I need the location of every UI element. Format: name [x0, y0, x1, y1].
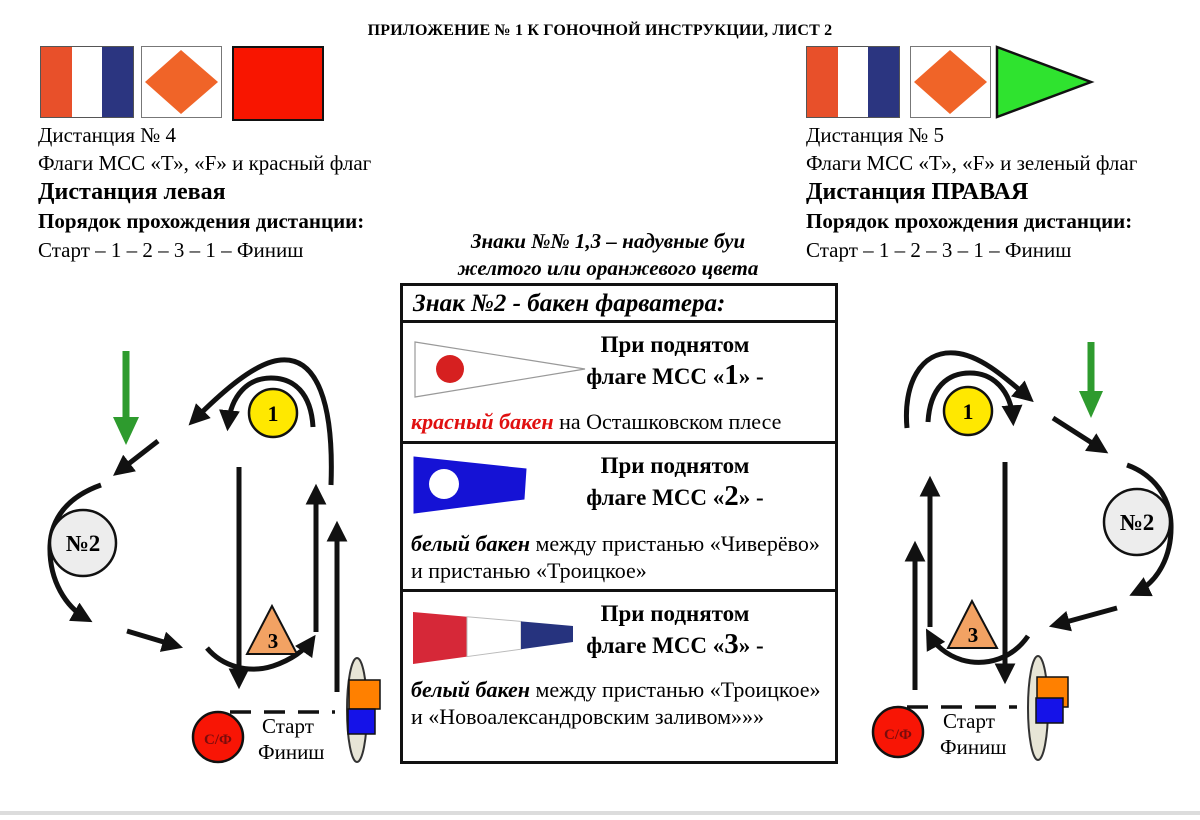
page-bottom-edge — [0, 811, 1200, 815]
boat-blue-square — [1036, 698, 1063, 723]
row1-desc-rest: на Осташковском плесе — [553, 409, 782, 434]
table-row-mcc3 — [403, 592, 835, 758]
red-flag-icon — [232, 46, 324, 121]
right-course-diagram — [845, 330, 1200, 810]
pennant2-white-circle — [429, 469, 459, 499]
boat-orange-square — [349, 680, 380, 709]
t-flag-stripe-white — [72, 47, 103, 117]
row1-desc-lead: красный бакен — [411, 409, 554, 434]
left-course-diagram — [15, 335, 395, 810]
row3-cond-line1: При поднятом — [600, 601, 750, 626]
row3-condition — [555, 598, 795, 661]
t-flag-stripe-red — [807, 47, 838, 117]
green-pennant-flag-icon — [995, 45, 1095, 120]
boat-blue-square — [348, 709, 375, 734]
row2-desc-lead: белый бакен — [411, 531, 530, 556]
mark-3 — [948, 601, 997, 648]
row1-description — [411, 408, 829, 435]
svg-text:1: 1 — [962, 399, 974, 424]
svg-text:№2: №2 — [1119, 510, 1155, 535]
row2-desc-rest: между пристанью «Чиверёво» и пристанью «Троицкое» — [411, 531, 820, 583]
row2-condition — [555, 450, 795, 513]
start-label: Старт — [943, 709, 995, 733]
table-row-mcc1 — [403, 323, 835, 444]
t-flag-stripe-white — [838, 47, 869, 117]
row1-cond-line1: При поднятом — [600, 332, 750, 357]
left-order-sequence: Старт – 1 – 2 – 3 – 1 – Финиш — [38, 238, 304, 262]
svg-text:№2: №2 — [65, 531, 101, 556]
finish-label: Финиш — [940, 735, 1007, 759]
mcc-t-flag-icon — [40, 46, 134, 118]
committee-boat-icon — [347, 658, 380, 762]
left-flags-line: Флаги МСС «Т», «F» и красный флаг — [38, 151, 372, 175]
mark2-table-header: Знак №2 - бакен фарватера: — [403, 286, 835, 323]
row2-cond-line1: При поднятом — [600, 453, 750, 478]
row1-condition — [555, 329, 795, 392]
committee-boat-icon — [1028, 656, 1068, 760]
right-distance-number: Дистанция № 5 — [806, 123, 945, 147]
row2-cond-line2: флаге МСС «2» - — [586, 480, 764, 512]
row3-desc-rest: между пристанью «Троицкое» и «Новоалександровским заливом»»» — [411, 677, 821, 729]
row3-description — [411, 676, 829, 730]
right-order-label: Порядок прохождения дистанции: — [806, 209, 1133, 233]
left-course-name: Дистанция левая — [38, 179, 226, 205]
svg-text:С/Ф: С/Ф — [204, 732, 232, 748]
table-row-mcc2 — [403, 444, 835, 592]
mark-2 — [50, 510, 116, 576]
right-flags-line: Флаги МСС «Т», «F» и зеленый флаг — [806, 151, 1138, 175]
row3-desc-lead: белый бакен — [411, 677, 530, 702]
right-course-info — [806, 121, 1137, 264]
buoys-note-line1: Знаки №№ 1,3 – надувные буи — [470, 229, 746, 253]
svg-text:1: 1 — [267, 401, 279, 426]
mark-1 — [249, 389, 297, 437]
wind-arrow-icon — [113, 351, 139, 445]
left-course-info — [38, 121, 371, 264]
svg-text:3: 3 — [267, 629, 279, 653]
mcc-t-flag-icon — [806, 46, 900, 118]
pennant3-red-band — [413, 612, 467, 664]
pennant3-white-band — [467, 617, 521, 657]
buoys-note — [408, 228, 808, 282]
mcc-2-pennant-icon — [413, 456, 529, 514]
start-finish-mark — [873, 707, 923, 757]
svg-text:3: 3 — [967, 623, 979, 647]
finish-label: Финиш — [258, 740, 325, 764]
start-label: Старт — [262, 714, 314, 738]
mcc-3-pennant-icon — [413, 612, 577, 666]
mark-1 — [944, 387, 992, 435]
pennant1-red-circle — [436, 355, 464, 383]
page-title: ПРИЛОЖЕНИЕ № 1 К ГОНОЧНОЙ ИНСТРУКЦИИ, ЛИСТ 2 — [367, 22, 833, 39]
row3-cond-line2: флаге МСС «3» - — [586, 628, 764, 660]
mark-3 — [247, 606, 297, 654]
svg-text:С/Ф: С/Ф — [884, 727, 912, 743]
right-order-sequence: Старт – 1 – 2 – 3 – 1 – Финиш — [806, 238, 1072, 262]
mark2-table — [400, 283, 838, 764]
left-order-label: Порядок прохождения дистанции: — [38, 209, 365, 233]
row1-cond-line2: флаге МСС «1» - — [586, 359, 764, 391]
mcc-f-flag-icon — [141, 46, 222, 118]
buoys-note-line2: желтого или оранжевого цвета — [457, 256, 759, 280]
mark-2 — [1104, 489, 1170, 555]
start-finish-mark — [193, 712, 243, 762]
t-flag-stripe-blue — [102, 47, 133, 117]
mcc-f-flag-icon — [910, 46, 991, 118]
wind-arrow-icon — [1079, 342, 1103, 418]
t-flag-stripe-red — [41, 47, 72, 117]
left-distance-number: Дистанция № 4 — [38, 123, 177, 147]
right-course-name: Дистанция ПРАВАЯ — [806, 179, 1029, 205]
t-flag-stripe-blue — [868, 47, 899, 117]
row2-description — [411, 530, 829, 584]
